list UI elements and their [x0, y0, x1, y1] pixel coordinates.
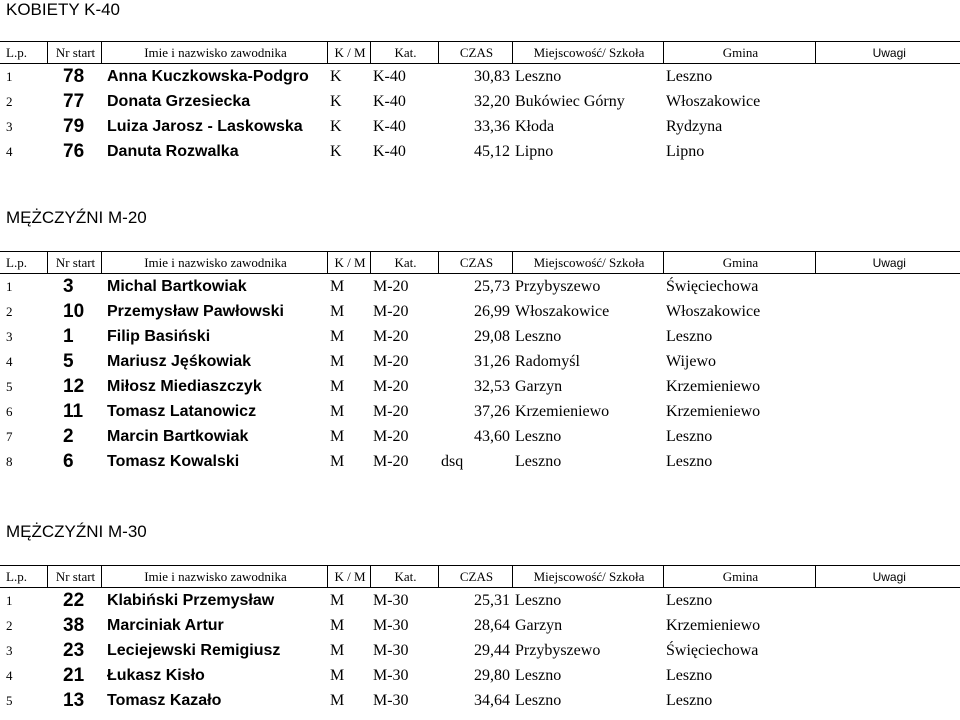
header-nr-start: Nr start: [47, 566, 101, 588]
cell-uwagi: [815, 139, 960, 164]
cell-czas: 30,83: [474, 67, 510, 85]
cell-km: M: [330, 616, 345, 634]
cell-uwagi: [815, 114, 960, 139]
cell-nr-start: 78: [63, 65, 85, 87]
cell-czas: 29,80: [474, 666, 510, 684]
cell-name: Danuta Rozwalka: [107, 142, 239, 160]
cell-gmina: Święciechowa: [666, 641, 759, 659]
section-title-k40: KOBIETY K-40: [6, 0, 121, 19]
results-table-k40: [0, 41, 960, 164]
cell-kat: K-40: [373, 92, 406, 110]
cell-lp: 5: [6, 378, 13, 394]
cell-czas: 37,26: [474, 402, 510, 420]
cell-uwagi: [815, 64, 960, 90]
cell-lp: 1: [6, 278, 13, 294]
cell-gmina: Krzemieniewo: [666, 402, 761, 420]
cell-km: M: [330, 452, 345, 470]
cell-nr-start: 2: [63, 425, 74, 447]
cell-czas: 26,99: [474, 302, 510, 320]
cell-name: Tomasz Kazało: [107, 691, 222, 709]
header-uwagi: Uwagi: [815, 252, 960, 274]
cell-kat: M-20: [373, 377, 409, 395]
cell-lp: 2: [6, 93, 13, 109]
cell-uwagi: [815, 299, 960, 324]
cell-kat: K-40: [373, 67, 406, 85]
cell-kat: K-40: [373, 142, 406, 160]
cell-lp: 8: [6, 453, 13, 469]
table-row: [0, 424, 960, 449]
cell-nr-start: 12: [63, 375, 85, 397]
cell-kat: M-30: [373, 591, 409, 609]
header-kat: Kat.: [370, 42, 438, 64]
cell-name: Luiza Jarosz - Laskowska: [107, 117, 303, 135]
cell-lp: 4: [6, 667, 13, 683]
cell-lp: 1: [6, 68, 13, 84]
cell-czas: 29,44: [474, 641, 510, 659]
results-table-m30: [0, 565, 960, 713]
cell-miejscowosc: Leszno: [515, 591, 562, 609]
cell-name: Marcin Bartkowiak: [107, 427, 249, 445]
cell-uwagi: [815, 663, 960, 688]
cell-czas: 32,53: [474, 377, 510, 395]
header-nr-start: Nr start: [47, 42, 101, 64]
table-row: [0, 139, 960, 164]
header-miejscowosc: Miejscowość/ Szkoła: [512, 42, 663, 64]
cell-km: K: [330, 117, 342, 135]
cell-km: M: [330, 591, 345, 609]
header-miejscowosc: Miejscowość/ Szkoła: [512, 252, 663, 274]
cell-uwagi: [815, 274, 960, 300]
cell-name: Filip Basiński: [107, 327, 211, 345]
header-lp: L.p.: [0, 42, 47, 64]
table-row: [0, 89, 960, 114]
cell-km: M: [330, 377, 345, 395]
cell-gmina: Rydzyna: [666, 117, 723, 135]
cell-gmina: Krzemieniewo: [666, 377, 761, 395]
cell-nr-start: 76: [63, 140, 85, 162]
cell-kat: M-20: [373, 427, 409, 445]
header-km: K / M: [327, 566, 370, 588]
header-km: K / M: [327, 42, 370, 64]
table-row: [0, 399, 960, 424]
header-name: Imie i nazwisko zawodnika: [101, 42, 327, 64]
cell-lp: 3: [6, 118, 13, 134]
cell-name: Przemysław Pawłowski: [107, 302, 284, 320]
cell-km: M: [330, 327, 345, 345]
cell-czas: 32,20: [474, 92, 510, 110]
cell-name: Mariusz Jęśkowiak: [107, 352, 252, 370]
cell-km: K: [330, 92, 342, 110]
cell-miejscowosc: Garzyn: [515, 377, 563, 395]
table-row: [0, 114, 960, 139]
header-nr-start: Nr start: [47, 252, 101, 274]
header-miejscowosc: Miejscowość/ Szkoła: [512, 566, 663, 588]
header-lp: L.p.: [0, 252, 47, 274]
cell-name: Klabiński Przemysław: [107, 591, 275, 609]
cell-name: Miłosz Miediaszczyk: [107, 377, 262, 395]
cell-nr-start: 79: [63, 115, 85, 137]
cell-nr-start: 10: [63, 300, 85, 322]
cell-czas: 29,08: [474, 327, 510, 345]
cell-nr-start: 77: [63, 90, 85, 112]
cell-gmina: Leszno: [666, 591, 713, 609]
cell-lp: 5: [6, 692, 13, 708]
cell-miejscowosc: Leszno: [515, 427, 562, 445]
header-name: Imie i nazwisko zawodnika: [101, 566, 327, 588]
cell-miejscowosc: Leszno: [515, 327, 562, 345]
cell-miejscowosc: Leszno: [515, 67, 562, 85]
header-gmina: Gmina: [663, 42, 815, 64]
cell-miejscowosc: Bukówiec Górny: [515, 92, 625, 110]
cell-kat: M-30: [373, 616, 409, 634]
cell-uwagi: [815, 449, 960, 474]
cell-km: M: [330, 427, 345, 445]
cell-czas: 25,73: [474, 277, 510, 295]
cell-kat: K-40: [373, 117, 406, 135]
header-km: K / M: [327, 252, 370, 274]
cell-gmina: Leszno: [666, 67, 713, 85]
cell-lp: 4: [6, 143, 13, 159]
cell-name: Tomasz Kowalski: [107, 452, 240, 470]
cell-miejscowosc: Lipno: [515, 142, 554, 160]
cell-miejscowosc: Garzyn: [515, 616, 563, 634]
cell-kat: M-20: [373, 352, 409, 370]
cell-nr-start: 3: [63, 275, 74, 297]
cell-km: M: [330, 352, 345, 370]
cell-kat: M-20: [373, 452, 409, 470]
cell-kat: M-30: [373, 666, 409, 684]
table-header-row: [0, 566, 960, 588]
cell-kat: M-20: [373, 302, 409, 320]
cell-nr-start: 13: [63, 689, 85, 711]
cell-miejscowosc: Kłoda: [515, 117, 555, 135]
cell-gmina: Krzemieniewo: [666, 616, 761, 634]
cell-gmina: Leszno: [666, 452, 713, 470]
cell-nr-start: 22: [63, 589, 85, 611]
cell-nr-start: 23: [63, 639, 85, 661]
header-czas: CZAS: [438, 252, 512, 274]
cell-lp: 2: [6, 617, 13, 633]
header-gmina: Gmina: [663, 566, 815, 588]
header-uwagi: Uwagi: [815, 42, 960, 64]
table-row: [0, 349, 960, 374]
cell-czas: 25,31: [474, 591, 510, 609]
results-table-m20: [0, 251, 960, 474]
cell-nr-start: 21: [63, 664, 85, 686]
cell-miejscowosc: Radomyśl: [515, 352, 580, 370]
cell-gmina: Leszno: [666, 691, 713, 709]
cell-name: Leciejewski Remigiusz: [107, 641, 281, 659]
cell-nr-start: 5: [63, 350, 74, 372]
cell-czas: dsq: [441, 452, 464, 470]
table-row: [0, 374, 960, 399]
cell-nr-start: 6: [63, 450, 74, 472]
cell-name: Michal Bartkowiak: [107, 277, 247, 295]
table-row: [0, 588, 960, 614]
cell-gmina: Leszno: [666, 327, 713, 345]
cell-gmina: Włoszakowice: [666, 92, 761, 110]
cell-uwagi: [815, 613, 960, 638]
cell-name: Marciniak Artur: [107, 616, 224, 634]
section-title-m30: MĘŻCZYŹNI M-30: [6, 522, 147, 541]
table-row: [0, 638, 960, 663]
cell-czas: 45,12: [474, 142, 510, 160]
cell-km: M: [330, 277, 345, 295]
cell-name: Anna Kuczkowska-Podgro: [107, 67, 309, 85]
header-name: Imie i nazwisko zawodnika: [101, 252, 327, 274]
header-czas: CZAS: [438, 42, 512, 64]
header-lp: L.p.: [0, 566, 47, 588]
header-kat: Kat.: [370, 252, 438, 274]
table-row: [0, 64, 960, 90]
table-header-row: [0, 252, 960, 274]
cell-uwagi: [815, 374, 960, 399]
cell-nr-start: 1: [63, 325, 74, 347]
cell-km: M: [330, 641, 345, 659]
section-title-m20: MĘŻCZYŹNI M-20: [6, 208, 147, 227]
cell-kat: M-20: [373, 327, 409, 345]
cell-km: M: [330, 691, 345, 709]
cell-uwagi: [815, 399, 960, 424]
cell-lp: 1: [6, 592, 13, 608]
header-czas: CZAS: [438, 566, 512, 588]
cell-lp: 7: [6, 428, 13, 444]
cell-kat: M-30: [373, 641, 409, 659]
cell-name: Łukasz Kisło: [107, 666, 205, 684]
cell-name: Donata Grzesiecka: [107, 92, 251, 110]
cell-gmina: Włoszakowice: [666, 302, 761, 320]
cell-lp: 6: [6, 403, 13, 419]
cell-nr-start: 38: [63, 614, 85, 636]
cell-uwagi: [815, 324, 960, 349]
table-row: [0, 663, 960, 688]
header-kat: Kat.: [370, 566, 438, 588]
cell-km: M: [330, 302, 345, 320]
cell-lp: 3: [6, 642, 13, 658]
cell-gmina: Wijewo: [666, 352, 717, 370]
cell-gmina: Lipno: [666, 142, 705, 160]
cell-miejscowosc: Przybyszewo: [515, 277, 601, 295]
cell-miejscowosc: Leszno: [515, 691, 562, 709]
cell-kat: M-20: [373, 402, 409, 420]
header-uwagi: Uwagi: [815, 566, 960, 588]
cell-lp: 2: [6, 303, 13, 319]
cell-kat: M-30: [373, 691, 409, 709]
table-row: [0, 299, 960, 324]
cell-miejscowosc: Przybyszewo: [515, 641, 601, 659]
cell-miejscowosc: Leszno: [515, 666, 562, 684]
table-row: [0, 274, 960, 300]
cell-czas: 43,60: [474, 427, 510, 445]
cell-lp: 3: [6, 328, 13, 344]
cell-miejscowosc: Leszno: [515, 452, 562, 470]
cell-lp: 4: [6, 353, 13, 369]
cell-czas: 33,36: [474, 117, 510, 135]
table-header-row: [0, 42, 960, 64]
cell-km: M: [330, 402, 345, 420]
cell-uwagi: [815, 688, 960, 713]
cell-name: Tomasz Latanowicz: [107, 402, 257, 420]
cell-miejscowosc: Włoszakowice: [515, 302, 610, 320]
table-row: [0, 613, 960, 638]
cell-uwagi: [815, 638, 960, 663]
cell-czas: 28,64: [474, 616, 510, 634]
cell-km: K: [330, 142, 342, 160]
cell-uwagi: [815, 588, 960, 614]
cell-czas: 31,26: [474, 352, 510, 370]
cell-km: K: [330, 67, 342, 85]
table-row: [0, 688, 960, 713]
cell-gmina: Święciechowa: [666, 277, 759, 295]
cell-km: M: [330, 666, 345, 684]
cell-gmina: Leszno: [666, 427, 713, 445]
cell-nr-start: 11: [63, 400, 84, 422]
header-gmina: Gmina: [663, 252, 815, 274]
cell-kat: M-20: [373, 277, 409, 295]
table-row: [0, 449, 960, 474]
cell-uwagi: [815, 349, 960, 374]
cell-uwagi: [815, 424, 960, 449]
cell-miejscowosc: Krzemieniewo: [515, 402, 610, 420]
table-row: [0, 324, 960, 349]
cell-gmina: Leszno: [666, 666, 713, 684]
cell-uwagi: [815, 89, 960, 114]
cell-czas: 34,64: [474, 691, 510, 709]
